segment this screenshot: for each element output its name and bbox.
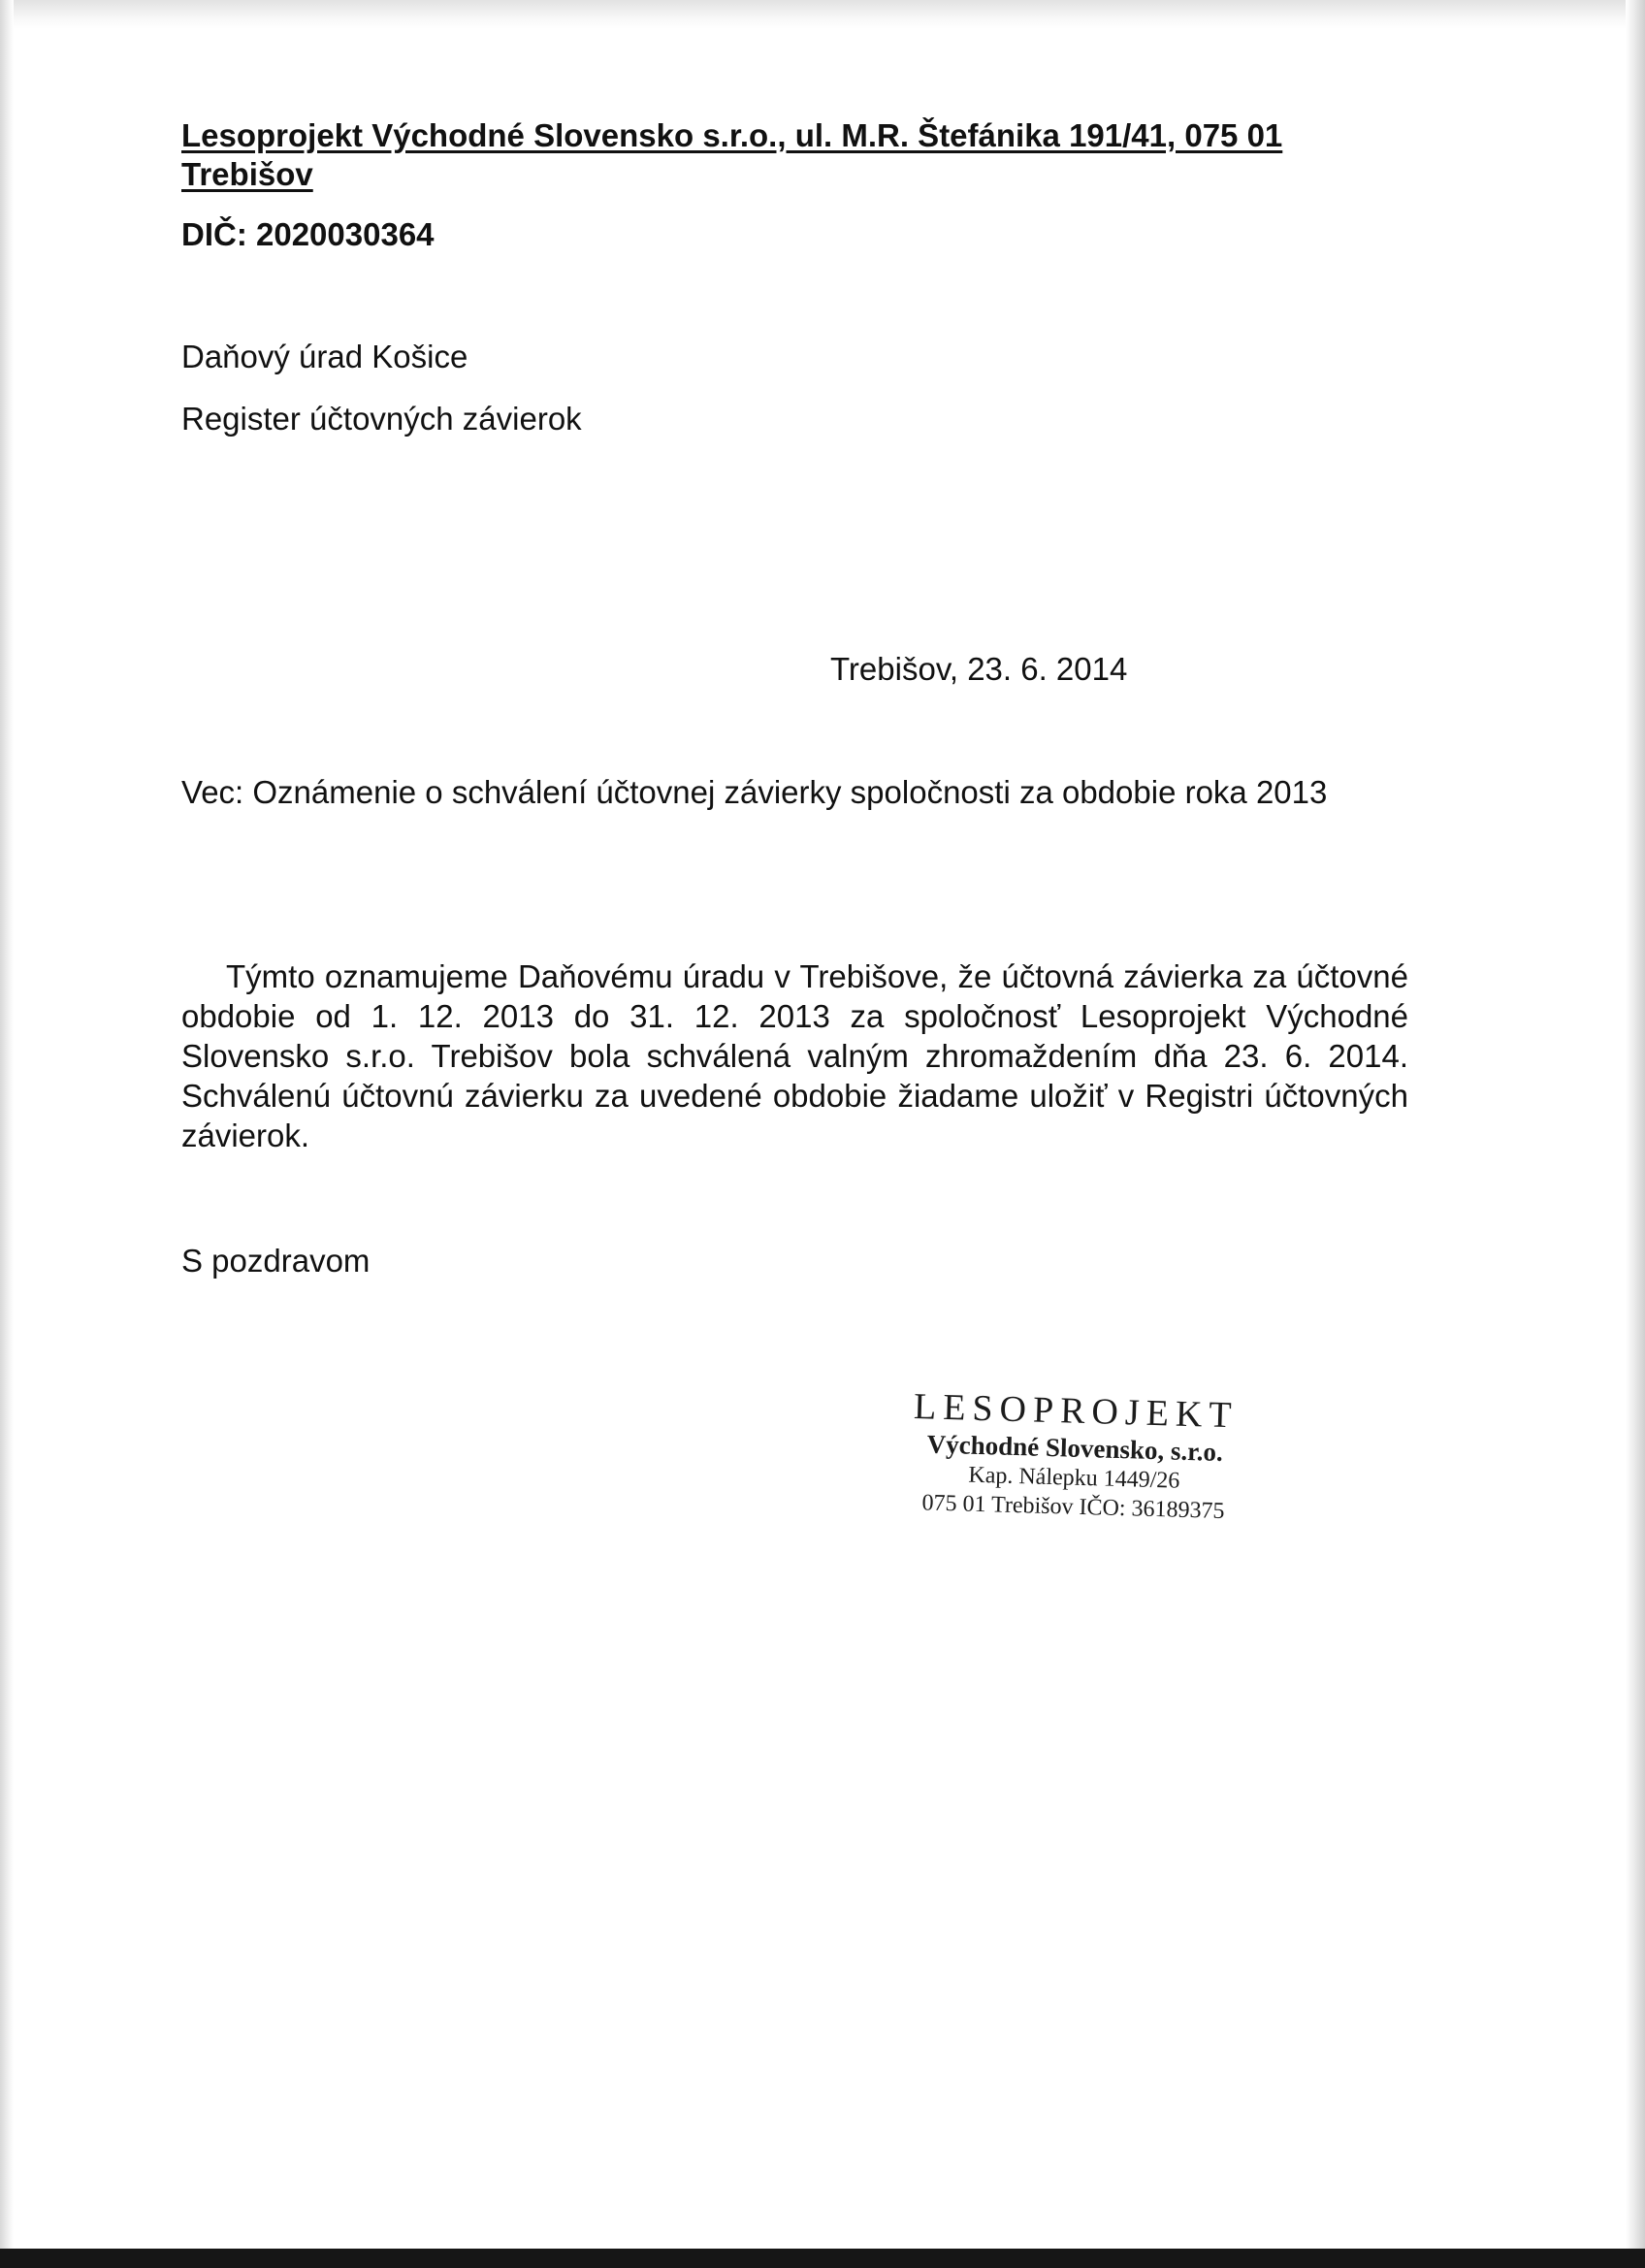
recipient-office: Daňový úrad Košice xyxy=(181,339,468,374)
letter-closing: S pozdravom xyxy=(181,1243,371,1279)
scan-bottom-edge xyxy=(0,2249,1645,2268)
letter-body: Týmto oznamujeme Daňovému úradu v Trebišove, že účtovná závierka za účtovné obdobie od 1. 12. 2013 do 31. 12. 2013 za spoločnosť Lesoprojekt Východné Slovensko s.r.o. Trebišov bola schválená valným zhromaždením dňa 23. 6. 2014. Schválenú účtovnú závierku za uvedené obdobie žiadame uložiť v Registri účtovných závierok. xyxy=(181,958,1408,1153)
stamp-street: Kap. Nálepku 1449/26 xyxy=(968,1462,1180,1494)
stamp-city-ico: 075 01 Trebišov IČO: 36189375 xyxy=(921,1490,1225,1525)
stamp-subtitle: Východné Slovensko, s.r.o. xyxy=(926,1429,1224,1467)
place-and-date: Trebišov, 23. 6. 2014 xyxy=(830,651,1128,687)
scan-right-edge xyxy=(1626,0,1645,2268)
recipient-department: Register účtovných závierok xyxy=(181,401,582,437)
company-stamp xyxy=(908,1385,1242,1526)
scan-left-edge xyxy=(0,0,14,2268)
sender-tax-id: DIČ: 2020030364 xyxy=(181,216,435,252)
scan-top-edge xyxy=(0,0,1645,29)
letter-subject: Vec: Oznámenie o schválení účtovnej závierky spoločnosti za obdobie roka 2013 xyxy=(181,774,1328,810)
stamp-title: LESOPROJEKT xyxy=(913,1386,1240,1437)
sender-address: Lesoprojekt Východné Slovensko s.r.o., ul. M.R. Štefánika 191/41, 075 01 Trebišov xyxy=(181,117,1283,192)
